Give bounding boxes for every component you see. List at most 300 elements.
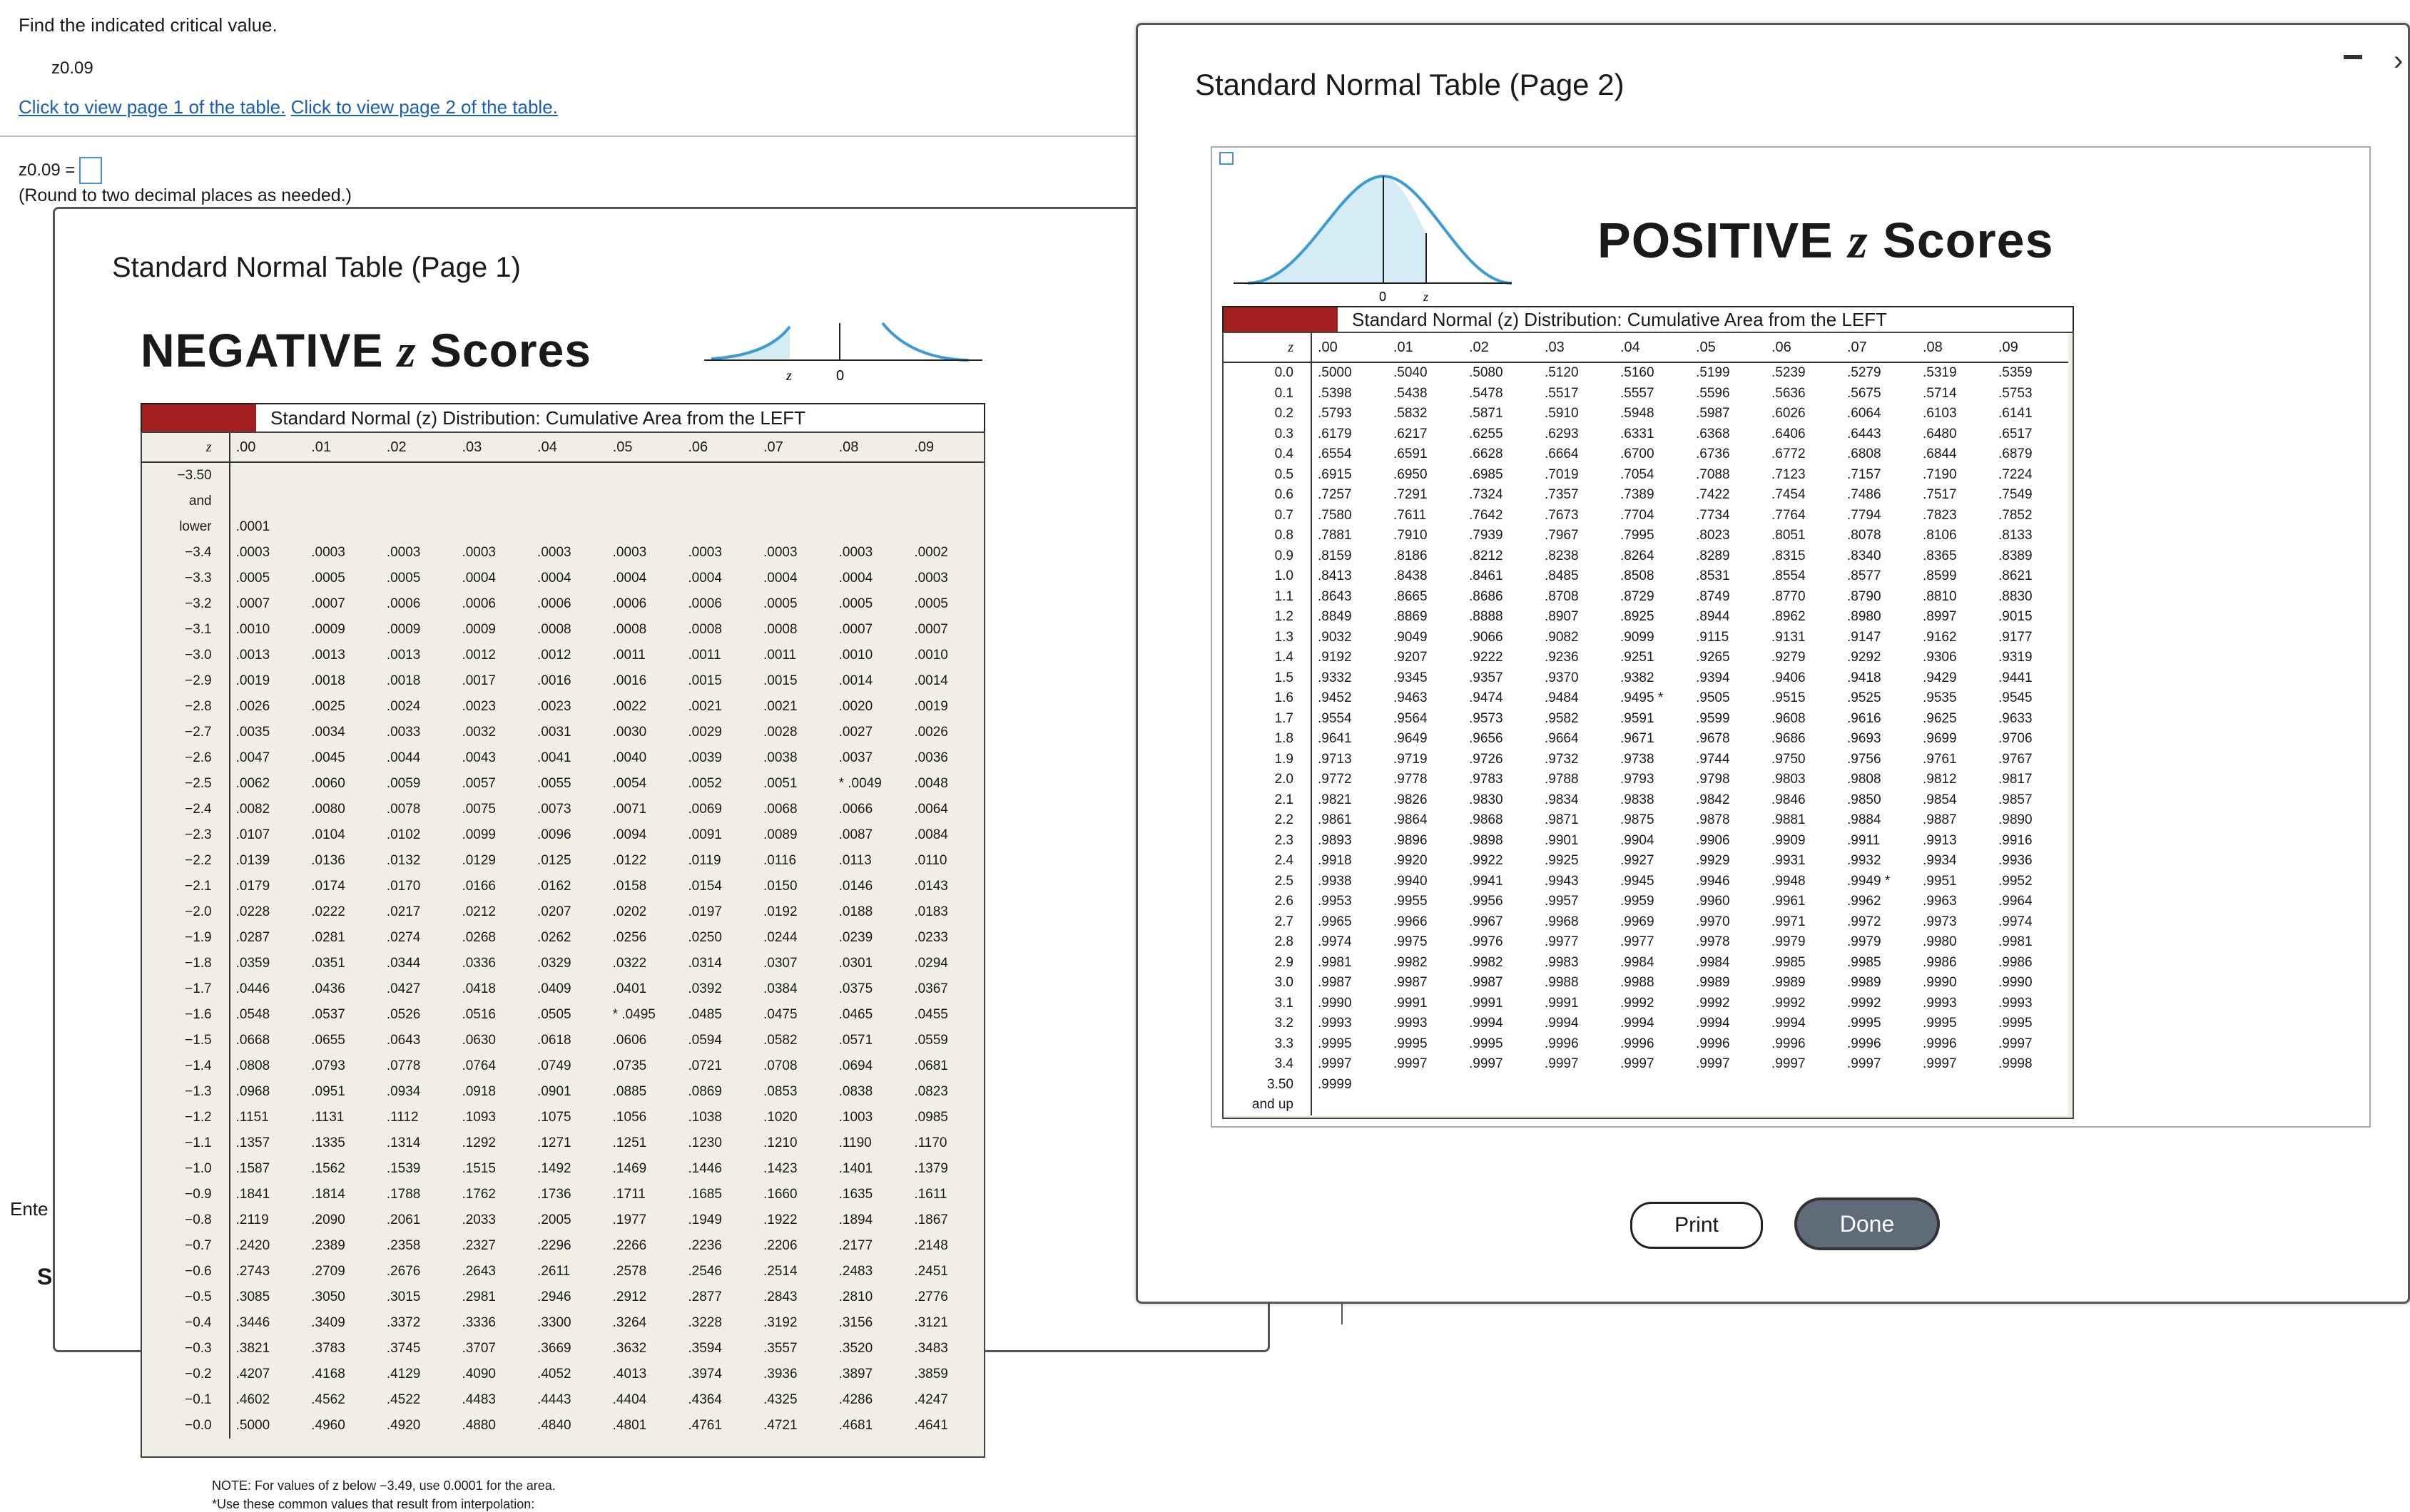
- area-cell: .0951: [311, 1084, 345, 1099]
- table-row: [1224, 465, 2068, 486]
- area-cell: .9772: [1318, 772, 1352, 787]
- area-cell: .0069: [688, 802, 722, 817]
- table-page2-dialog: [1136, 23, 2410, 1304]
- area-cell: .9854: [1923, 792, 1957, 807]
- area-cell: .9976: [1469, 934, 1503, 950]
- area-cell: .0244: [763, 930, 798, 945]
- column-header: .00: [1311, 333, 1388, 362]
- table-row: [142, 1284, 984, 1310]
- area-cell: .0516: [462, 1007, 496, 1022]
- area-cell: .9997: [1847, 1056, 1881, 1072]
- area-cell: [758, 489, 833, 514]
- area-cell: .0207: [537, 904, 571, 919]
- table-row: [1224, 932, 2068, 953]
- table-row: [1224, 892, 2068, 912]
- z-value-cell: 0.0: [1224, 362, 1311, 384]
- area-cell: .8051: [1771, 528, 1806, 543]
- area-cell: .5557: [1620, 385, 1654, 401]
- area-cell: .9993: [1998, 995, 2033, 1011]
- z-value-cell: −0.8: [142, 1207, 230, 1233]
- area-cell: .9306: [1923, 650, 1957, 665]
- z-value-cell: 1.9: [1224, 750, 1311, 770]
- area-cell: .2912: [612, 1289, 647, 1304]
- area-cell: .0034: [311, 725, 345, 740]
- area-cell: .7580: [1318, 507, 1352, 523]
- area-cell: .0344: [386, 956, 421, 971]
- area-cell: [682, 489, 758, 514]
- area-cell: .9980: [1923, 934, 1957, 950]
- area-cell: .0197: [688, 904, 722, 919]
- area-cell: .9906: [1696, 832, 1730, 848]
- z-value-cell: −3.3: [142, 566, 230, 591]
- area-cell: .9131: [1771, 629, 1806, 645]
- area-cell: .9997: [1998, 1036, 2033, 1051]
- area-cell: .0075: [462, 802, 496, 817]
- column-header: .07: [1841, 333, 1917, 362]
- table-row: [142, 540, 984, 566]
- table-row: [142, 1310, 984, 1336]
- area-cell: .6026: [1771, 406, 1806, 422]
- area-cell: .9986: [1998, 954, 2033, 970]
- area-cell: .6950: [1393, 466, 1428, 482]
- area-cell: .0007: [914, 622, 948, 637]
- z-value-cell: and up: [1224, 1095, 1311, 1115]
- area-cell: .9932: [1847, 853, 1881, 869]
- area-cell: .9015: [1998, 609, 2033, 625]
- column-header: .00: [230, 433, 306, 462]
- area-cell: .0014: [914, 673, 948, 688]
- area-cell: .9608: [1771, 710, 1806, 726]
- table-row: [142, 745, 984, 771]
- area-cell: .0020: [838, 699, 873, 714]
- dialog-title: Standard Normal Table (Page 1): [112, 252, 521, 283]
- area-cell: .1379: [914, 1161, 948, 1176]
- z-value-cell: −0.3: [142, 1336, 230, 1362]
- area-cell: .8665: [1393, 588, 1428, 604]
- area-cell: .0217: [386, 904, 421, 919]
- area-cell: .1131: [311, 1110, 345, 1125]
- area-cell: .0008: [763, 622, 798, 637]
- area-cell: .9974: [1318, 934, 1352, 950]
- area-cell: .0375: [838, 981, 873, 996]
- area-cell: .5398: [1318, 385, 1352, 401]
- area-cell: .7088: [1696, 466, 1730, 482]
- z-value-cell: −1.1: [142, 1130, 230, 1156]
- area-cell: .8315: [1771, 548, 1806, 563]
- distribution-title: Standard Normal (z) Distribution: Cumulative Area from the LEFT: [270, 407, 805, 429]
- area-cell: .9934: [1923, 853, 1957, 869]
- area-cell: .6772: [1771, 446, 1806, 462]
- table-row: [1224, 485, 2068, 506]
- area-cell: .6736: [1696, 446, 1730, 462]
- area-cell: .0643: [386, 1033, 421, 1048]
- area-cell: .9406: [1771, 670, 1806, 685]
- area-cell: .0099: [462, 827, 496, 842]
- area-cell: [1993, 1095, 2068, 1115]
- area-cell: .0409: [537, 981, 571, 996]
- area-cell: .9997: [1469, 1056, 1503, 1072]
- area-cell: .9986: [1923, 954, 1957, 970]
- area-cell: .0630: [462, 1033, 496, 1048]
- area-cell: .4960: [311, 1418, 345, 1433]
- table-row: [1224, 607, 2068, 628]
- area-cell: .0150: [763, 879, 798, 894]
- area-cell: .0023: [462, 699, 496, 714]
- table-row: [1224, 831, 2068, 852]
- area-cell: .2611: [537, 1264, 571, 1279]
- positive-z-header: [1597, 212, 2054, 270]
- area-cell: .0033: [386, 725, 421, 740]
- area-cell: .1469: [612, 1161, 647, 1176]
- table-row: [1224, 668, 2068, 689]
- area-cell: .9441: [1998, 670, 2033, 685]
- area-cell: .0274: [386, 930, 421, 945]
- area-cell: * .0049: [838, 776, 882, 791]
- area-cell: .5040: [1393, 365, 1428, 381]
- area-cell: .7389: [1620, 487, 1654, 503]
- area-cell: .9713: [1318, 751, 1352, 767]
- area-cell: .0351: [311, 956, 345, 971]
- table-row: [1224, 851, 2068, 872]
- table-row: [142, 617, 984, 643]
- area-cell: .6368: [1696, 426, 1730, 441]
- print-button[interactable]: Print: [1630, 1202, 1763, 1249]
- area-cell: .0158: [612, 879, 647, 894]
- area-cell: .0268: [462, 930, 496, 945]
- area-cell: .6443: [1847, 426, 1881, 441]
- area-cell: .5675: [1847, 385, 1881, 401]
- area-cell: .1894: [838, 1212, 873, 1227]
- area-cell: .0064: [914, 802, 948, 817]
- column-header: .01: [1388, 333, 1463, 362]
- z-value-cell: −3.1: [142, 617, 230, 643]
- area-cell: .9997: [1771, 1056, 1806, 1072]
- area-cell: .8729: [1620, 588, 1654, 604]
- area-cell: .9726: [1469, 751, 1503, 767]
- z-value-cell: 0.8: [1224, 526, 1311, 546]
- area-cell: .9963: [1923, 894, 1957, 909]
- table-note-interpolation: *Use these common values that result from interpolation:: [212, 1497, 535, 1511]
- area-cell: .1841: [235, 1187, 270, 1202]
- area-cell: .0125: [537, 853, 571, 868]
- area-cell: .2090: [311, 1212, 345, 1227]
- view-page2-link[interactable]: Click to view page 2 of the table.: [290, 96, 558, 118]
- area-cell: .6293: [1545, 426, 1579, 441]
- area-cell: .8980: [1847, 609, 1881, 625]
- area-cell: .0384: [763, 981, 798, 996]
- area-cell: .0039: [688, 750, 722, 765]
- table-row: [1224, 770, 2068, 790]
- area-cell: .8749: [1696, 588, 1730, 604]
- area-cell: .6844: [1923, 446, 1957, 462]
- area-cell: .0068: [763, 802, 798, 817]
- area-cell: .6985: [1469, 466, 1503, 482]
- area-cell: .7517: [1923, 487, 1957, 503]
- area-cell: .4522: [386, 1392, 421, 1407]
- area-cell: .8340: [1847, 548, 1881, 563]
- z-value-cell: 2.2: [1224, 810, 1311, 831]
- z-value-cell: −2.0: [142, 899, 230, 925]
- area-cell: .0084: [914, 827, 948, 842]
- area-cell: .7357: [1545, 487, 1579, 503]
- area-cell: .1056: [612, 1110, 647, 1125]
- z-value-cell: 1.6: [1224, 688, 1311, 709]
- area-cell: .0006: [688, 596, 722, 611]
- z-value-cell: 1.2: [1224, 607, 1311, 628]
- area-cell: .9904: [1620, 832, 1654, 848]
- area-cell: .9996: [1620, 1036, 1654, 1051]
- area-cell: .1762: [462, 1187, 496, 1202]
- area-cell: .9830: [1469, 792, 1503, 807]
- z-value-cell: 2.9: [1224, 953, 1311, 974]
- area-cell: .0485: [688, 1007, 722, 1022]
- area-cell: .2743: [235, 1264, 270, 1279]
- area-cell: .4129: [386, 1367, 421, 1381]
- area-cell: .9279: [1771, 650, 1806, 665]
- area-cell: .0006: [537, 596, 571, 611]
- table-row: [1224, 648, 2068, 668]
- area-cell: .9995: [1318, 1036, 1352, 1051]
- area-cell: .9463: [1393, 690, 1428, 706]
- area-cell: .9996: [1847, 1036, 1881, 1051]
- area-cell: [381, 462, 457, 489]
- area-cell: .2877: [688, 1289, 722, 1304]
- area-cell: .0006: [462, 596, 496, 611]
- z-value-cell: −0.7: [142, 1233, 230, 1259]
- area-cell: .1003: [838, 1110, 873, 1125]
- area-cell: .1210: [763, 1135, 798, 1150]
- area-cell: .9625: [1923, 710, 1957, 726]
- table-row: [142, 1156, 984, 1182]
- area-cell: .0003: [838, 545, 873, 560]
- area-cell: .0436: [311, 981, 345, 996]
- area-cell: .4721: [763, 1418, 798, 1433]
- z-value-cell: −1.3: [142, 1079, 230, 1105]
- area-cell: .6554: [1318, 446, 1352, 462]
- area-cell: [230, 489, 306, 514]
- table-row: [1224, 404, 2068, 424]
- area-cell: .1093: [462, 1110, 496, 1125]
- z-value-cell: 3.1: [1224, 993, 1311, 1014]
- area-cell: .9951: [1923, 873, 1957, 889]
- area-cell: .9788: [1545, 772, 1579, 787]
- area-cell: .4013: [612, 1367, 647, 1381]
- area-cell: .1660: [763, 1187, 798, 1202]
- area-cell: .9948: [1771, 873, 1806, 889]
- area-cell: .9345: [1393, 670, 1428, 685]
- column-header: .08: [833, 433, 909, 462]
- minimize-icon[interactable]: [2344, 55, 2362, 59]
- area-cell: .4880: [462, 1418, 496, 1433]
- area-cell: .0016: [612, 673, 647, 688]
- area-cell: .6700: [1620, 446, 1654, 462]
- answer-input[interactable]: [79, 157, 102, 184]
- table-row: [1224, 688, 2068, 709]
- area-cell: .9991: [1393, 995, 1428, 1011]
- area-cell: .0048: [914, 776, 948, 791]
- positive-z-table: [1224, 333, 2068, 1115]
- area-cell: .5910: [1545, 406, 1579, 422]
- area-cell: .4920: [386, 1418, 421, 1433]
- z-value-cell: 1.1: [1224, 587, 1311, 608]
- close-icon[interactable]: ›: [2394, 45, 2404, 76]
- area-cell: .1587: [235, 1161, 270, 1176]
- z-value-cell: 3.3: [1224, 1034, 1311, 1055]
- area-cell: .0113: [838, 853, 872, 868]
- area-cell: .0307: [763, 956, 798, 971]
- area-cell: .1401: [838, 1161, 873, 1176]
- area-cell: .0192: [763, 904, 798, 919]
- table-row: [142, 771, 984, 797]
- area-cell: .9678: [1696, 731, 1730, 747]
- area-cell: .4364: [688, 1392, 722, 1407]
- table-row: [142, 874, 984, 899]
- area-cell: .0222: [311, 904, 345, 919]
- area-cell: .0885: [612, 1084, 647, 1099]
- area-cell: .8238: [1545, 548, 1579, 563]
- dialog-title: Standard Normal Table (Page 2): [1195, 68, 1625, 101]
- area-cell: .8869: [1393, 609, 1428, 625]
- table-row: [142, 925, 984, 951]
- area-cell: .8599: [1923, 568, 1957, 584]
- area-cell: .9394: [1696, 670, 1730, 685]
- area-cell: .9192: [1318, 650, 1352, 665]
- area-cell: .9846: [1771, 792, 1806, 807]
- area-cell: .5636: [1771, 385, 1806, 401]
- area-cell: .1635: [838, 1187, 873, 1202]
- area-cell: .5199: [1696, 365, 1730, 381]
- area-cell: .9826: [1393, 792, 1428, 807]
- area-cell: [833, 462, 909, 489]
- area-cell: .9989: [1847, 975, 1881, 991]
- area-cell: .2236: [688, 1238, 722, 1253]
- area-cell: .4562: [311, 1392, 345, 1407]
- area-cell: .9357: [1469, 670, 1503, 685]
- area-cell: .0003: [763, 545, 798, 560]
- area-cell: .9961: [1771, 894, 1806, 909]
- column-header: .05: [607, 433, 683, 462]
- area-cell: .0004: [688, 571, 722, 586]
- area-cell: .8708: [1545, 588, 1579, 604]
- area-cell: .0005: [838, 596, 873, 611]
- area-cell: .0166: [462, 879, 496, 894]
- area-cell: .5319: [1923, 365, 1957, 381]
- area-cell: .9591: [1620, 710, 1654, 726]
- area-cell: .6628: [1469, 446, 1503, 462]
- area-cell: .3015: [386, 1289, 421, 1304]
- area-cell: .0054: [612, 776, 647, 791]
- z-value-cell: −2.8: [142, 694, 230, 720]
- table-row: [142, 720, 984, 745]
- area-cell: .9738: [1620, 751, 1654, 767]
- negative-z-table-panel: [141, 431, 985, 1458]
- table-row: [142, 822, 984, 848]
- area-cell: .9901: [1545, 832, 1579, 848]
- area-cell: .9452: [1318, 690, 1352, 706]
- area-cell: [908, 514, 984, 540]
- area-cell: .4247: [914, 1392, 948, 1407]
- area-cell: .2946: [537, 1289, 571, 1304]
- area-cell: .6064: [1847, 406, 1881, 422]
- z-value-cell: −1.0: [142, 1156, 230, 1182]
- area-cell: .0174: [311, 879, 345, 894]
- z-value-cell: and: [142, 489, 230, 514]
- area-cell: .0004: [612, 571, 647, 586]
- table-row: [1224, 384, 2068, 404]
- curve-zero-label: 0: [836, 368, 845, 384]
- area-cell: .7190: [1923, 466, 1957, 482]
- area-cell: .0778: [386, 1058, 421, 1073]
- area-cell: .0838: [838, 1084, 873, 1099]
- z-value-cell: −0.1: [142, 1387, 230, 1413]
- area-cell: .0043: [462, 750, 496, 765]
- area-cell: .0087: [838, 827, 873, 842]
- area-cell: .9798: [1696, 772, 1730, 787]
- header-z: z: [397, 325, 417, 377]
- column-header: .02: [381, 433, 457, 462]
- z-value-cell: −0.0: [142, 1413, 230, 1439]
- area-cell: .0017: [462, 673, 496, 688]
- area-cell: .9984: [1696, 954, 1730, 970]
- area-cell: .0011: [763, 648, 797, 663]
- area-cell: .9664: [1545, 731, 1579, 747]
- area-cell: .0013: [235, 648, 270, 663]
- area-cell: [607, 489, 683, 514]
- area-cell: .0021: [763, 699, 798, 714]
- area-cell: .1539: [386, 1161, 421, 1176]
- area-cell: .6141: [1998, 406, 2033, 422]
- area-cell: .0003: [914, 571, 948, 586]
- area-cell: .4052: [537, 1367, 571, 1381]
- area-cell: .9995: [1847, 1016, 1881, 1031]
- area-cell: .9997: [1318, 1056, 1352, 1072]
- area-cell: .1335: [311, 1135, 345, 1150]
- area-cell: .1271: [537, 1135, 571, 1150]
- area-cell: .9988: [1620, 975, 1654, 991]
- area-cell: .9974: [1998, 914, 2033, 929]
- area-cell: .8810: [1923, 588, 1957, 604]
- area-cell: .1515: [462, 1161, 496, 1176]
- done-button[interactable]: Done: [1794, 1197, 1940, 1250]
- area-cell: .9515: [1771, 690, 1806, 706]
- z-value-cell: −2.7: [142, 720, 230, 745]
- area-cell: .0001: [235, 519, 270, 534]
- area-cell: .0281: [311, 930, 345, 945]
- z-value-cell: 2.5: [1224, 872, 1311, 892]
- area-cell: .9382: [1620, 670, 1654, 685]
- area-cell: .9994: [1469, 1016, 1503, 1031]
- area-cell: .9967: [1469, 914, 1503, 929]
- area-cell: .2177: [838, 1238, 873, 1253]
- area-cell: .3821: [235, 1341, 270, 1356]
- area-cell: .5239: [1771, 365, 1806, 381]
- area-cell: [1766, 1095, 1841, 1115]
- area-cell: .7764: [1771, 507, 1806, 523]
- column-header: .06: [682, 433, 758, 462]
- area-cell: [456, 489, 532, 514]
- area-cell: .0044: [386, 750, 421, 765]
- area-cell: .9864: [1393, 812, 1428, 828]
- view-page1-link[interactable]: Click to view page 1 of the table.: [19, 96, 286, 118]
- table-row: [1224, 362, 2068, 384]
- area-cell: .1977: [612, 1212, 647, 1227]
- z-value-cell: 3.2: [1224, 1013, 1311, 1034]
- area-cell: .3632: [612, 1341, 647, 1356]
- area-cell: .0968: [235, 1084, 270, 1099]
- area-cell: .5160: [1620, 365, 1654, 381]
- curve-zero-label: 0: [1379, 290, 1387, 304]
- area-cell: .1190: [838, 1135, 872, 1150]
